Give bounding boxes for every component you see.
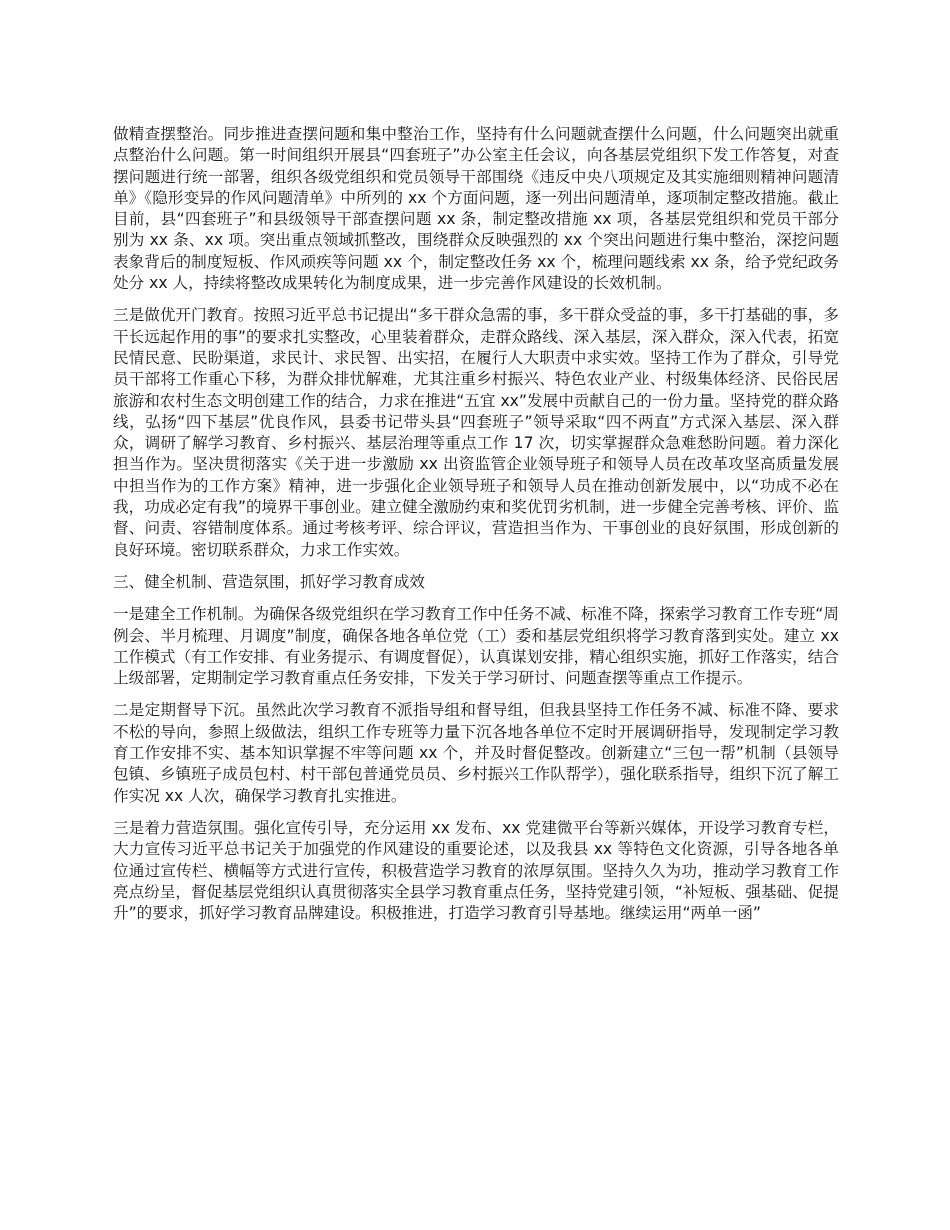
paragraph-work-mechanism: 一是建全工作机制。为确保各级党组织在学习教育工作中任务不减、标准不降，探索学习教育工作专班“周例会、半月梳理、月调度”制度，确保各地各单位党（工）委和基层党组织将学习教育落到实处。建立 xx 工作模式（有工作安排、有业务提示、有调度督促），认真谋划安排，精心组织实施，抓好工作落实，结合上级部署，定期制定学习教育重点任务安排，下发关于学习研讨、问题查摆等重点工作提示。 <box>113 605 839 688</box>
paragraph-open-education: 三是做优开门教育。按照习近平总书记提出“多干群众急需的事，多干群众受益的事，多干打基础的事，多干长远起作用的事”的要求扎实整改，心里装着群众，走群众路线、深入基层，深入群众，深入代表，拓宽民情民意、民盼渠道，求民计、求民智、出实招，在履行人大职责中求实效。坚持工作为了群众，引导党员干部将工作重心下移，为群众排忧解难，尤其注重乡村振兴、特色农业产业、村级集体经济、民俗民居旅游和农村生态文明创建工作的结合，力求在推进“五宜 xx”发展中贡献自己的一份力量。坚持党的群众路线，弘扬“四下基层”优良作风，县委书记带头县“四套班子”领导采取“四不两直”方式深入基层、深入群众，调研了解学习教育、乡村振兴、基层治理等重点工作 17 次，切实掌握群众急难愁盼问题。着力深化担当作为。坚决贯彻落实《关于进一步激励 xx 出资监管企业领导班子和领导人员在改革攻坚高质量发展中担当作为的工作方案》精神，进一步强化企业领导班子和领导人员在推动创新发展中，以“功成不必在我，功成必定有我”的境界干事创业。建立健全激励约束和奖优罚劣机制，进一步健全完善考核、评价、监督、问责、容错制度体系。通过考核考评、综合评议，营造担当作为、干事创业的良好氛围，形成创新的良好环境。密切联系群众，力求工作实效。 <box>113 306 839 559</box>
paragraph-atmosphere: 三是着力营造氛围。强化宣传引导，充分运用 xx 发布、xx 党建微平台等新兴媒体，开设学习教育专栏，大力宣传习近平总书记关于加强党的作风建设的重要论述，以及我县 xx 等特色文化资源，引导各地各单位通过宣传栏、横幅等方式进行宣传，积极营造学习教育的浓厚氛围。坚持久久为功，推动学习教育工作亮点纷呈，督促基层党组织认真贯彻落实全县学习教育重点任务，坚持党建引领，“补短板、强基础、促提升”的要求，抓好学习教育品牌建设。积极推进，打造学习教育引导基地。继续运用“两单一函” <box>113 818 839 923</box>
paragraph-supervision: 二是定期督导下沉。虽然此次学习教育不派指导组和督导组，但我县坚持工作任务不减、标准不降、要求不松的导向，参照上级做法，组织工作专班等力量下沉各地各单位不定时开展调研指导，发现制定学习教育工作安排不实、基本知识掌握不牢等问题 xx 个，并及时督促整改。创新建立“三包一帮”机制（县领导包镇、乡镇班子成员包村、村干部包普通党员员、乡村振兴工作队帮学），强化联系指导，组织下沉了解工作实况 xx 人次，确保学习教育扎实推进。 <box>113 701 839 805</box>
section-heading-mechanism: 三、健全机制、营造氛围，抓好学习教育成效 <box>113 572 425 591</box>
paragraph-rectification: 做精查摆整治。同步推进查摆问题和集中整治工作，坚持有什么问题就查摆什么问题，什么问题突出就重点整治什么问题。第一时间组织开展县“四套班子”办公室主任会议，向各基层党组织下发工作答复，对查摆问题进行统一部署，组织各级党组织和党员领导干部围绕《违反中央八项规定及其实施细则精神问题清单》《隐形变异的作风问题清单》中所列的 xx 个方面问题，逐一列出问题清单，逐项制定整改措施。截止目前，县“四套班子”和县级领导干部查摆问题 xx 条，制定整改措施 xx 项，各基层党组织和党员干部分别为 xx 条、xx 项。突出重点领域抓整改，围绕群众反映强烈的 xx 个突出问题进行集中整治，深挖问题表象背后的制度短板、作风顽疾等问题 xx 个，制定整改任务 xx 个，梳理问题线索 xx 条，给予党纪政务处分 xx 人，持续将整改成果转化为制度成果，进一步完善作风建设的长效机制。 <box>113 125 839 293</box>
document-body <box>113 124 839 935</box>
